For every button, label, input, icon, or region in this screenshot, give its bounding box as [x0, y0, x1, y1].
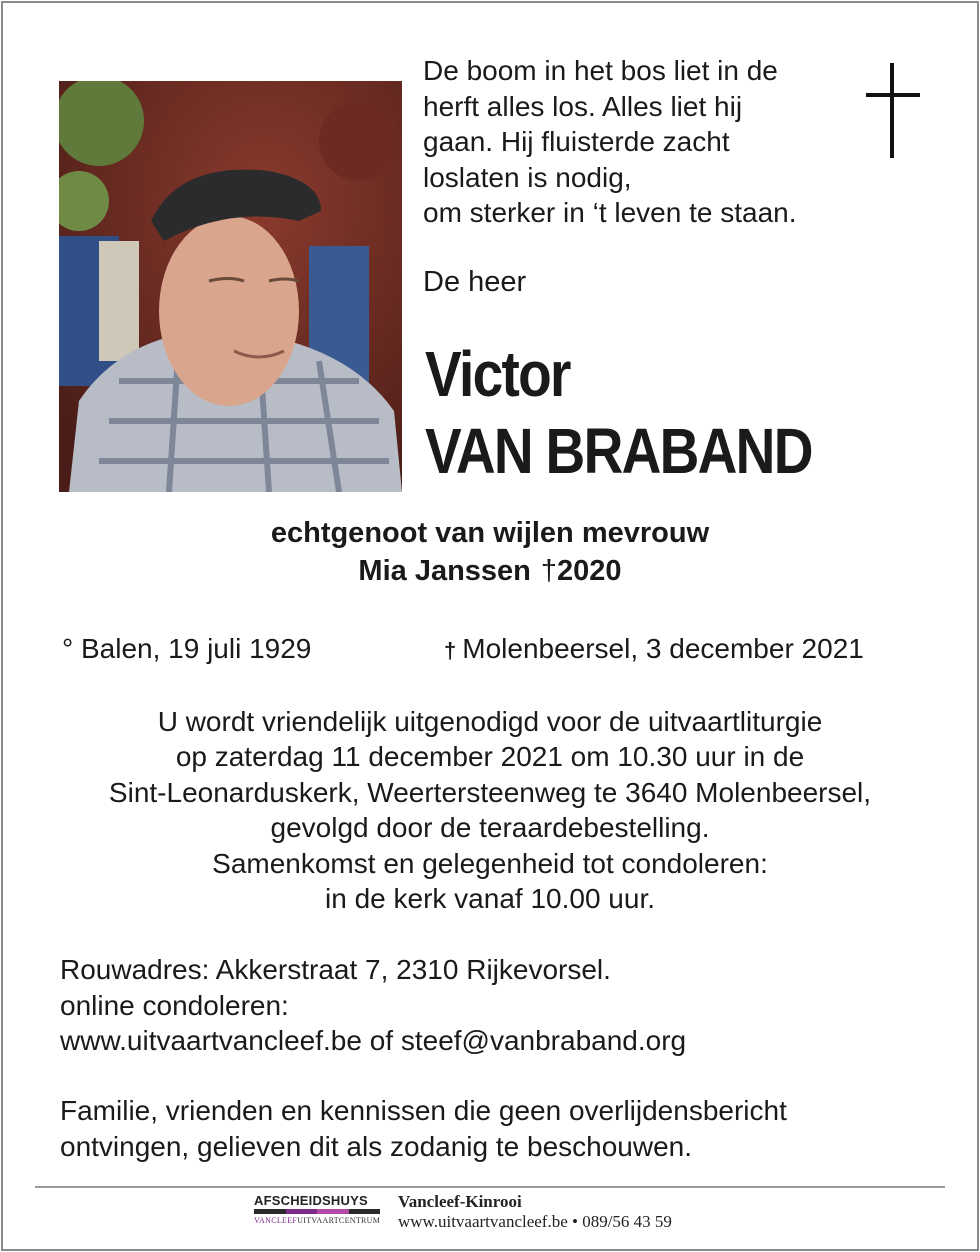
deceased-name [425, 336, 812, 490]
spouse-line: echtgenoot van wijlen mevrouw [270, 517, 710, 549]
last-name: VAN BRABAND [425, 415, 812, 487]
funeral-home-info [398, 1192, 672, 1232]
logo-subtitle [254, 1216, 380, 1225]
mourning-address [60, 952, 686, 1059]
portrait-photo [59, 81, 402, 492]
logo-bar-segment [317, 1209, 349, 1214]
poem-line: loslaten is nodig, [423, 161, 632, 193]
birth-info: ° Balen, 19 juli 1929 [62, 633, 312, 664]
family-line: ontvingen, gelieven dit als zodanig te beschouwen. [60, 1130, 692, 1162]
funeral-home-contact[interactable]: www.uitvaartvancleef.be • 089/56 43 59 [398, 1212, 672, 1231]
invitation [0, 704, 980, 916]
invitation-line: Sint-Leonarduskerk, Weertersteenweg te 3640 Molenbeersel, [108, 776, 872, 808]
logo-sub-left: VANCLEEF [254, 1216, 298, 1225]
logo-sub-right: UITVAARTCENTRUM [297, 1216, 381, 1225]
funeral-home-name: Vancleef-Kinrooi [398, 1192, 522, 1211]
family-note [60, 1093, 787, 1164]
invitation-line: U wordt vriendelijk uitgenodigd voor de uitvaartliturgie [157, 706, 823, 737]
poem-line: herft alles los. Alles liet hij [423, 90, 743, 122]
logo-bar-segment [286, 1209, 318, 1214]
address-line: online condoleren: [60, 989, 289, 1021]
death-info [444, 633, 864, 665]
dagger-icon: † [540, 555, 558, 587]
logo-bar-segment [349, 1209, 381, 1214]
invitation-line: op zaterdag 11 december 2021 om 10.30 uur in de [175, 741, 805, 773]
logo-color-bar [254, 1209, 380, 1214]
title-prefix: De heer [423, 266, 527, 298]
spouse-name: Mia Janssen [358, 555, 531, 587]
death-text: Molenbeersel, 3 december 2021 [462, 633, 864, 664]
funeral-home-logo [254, 1193, 380, 1225]
condolence-links[interactable]: www.uitvaartvancleef.be of steef@vanbraband.org [60, 1025, 687, 1056]
footer-divider [35, 1186, 945, 1188]
logo-title: AFSCHEIDSHUYS [254, 1193, 368, 1208]
logo-bar-segment [254, 1209, 286, 1214]
poem-line: De boom in het bos liet in de [423, 55, 778, 86]
dagger-icon: † [444, 638, 457, 663]
invitation-line: Samenkomst en gelegenheid tot condoleren: [212, 847, 768, 879]
first-name: Victor [425, 338, 570, 410]
poem-line: om sterker in ‘t leven te staan. [423, 197, 797, 228]
poem [423, 53, 863, 231]
cross-icon-bar [866, 93, 920, 97]
cross-icon [890, 63, 894, 158]
spouse-info [0, 514, 980, 590]
address-line: Rouwadres: Akkerstraat 7, 2310 Rijkevorsel. [60, 954, 611, 985]
invitation-line: gevolgd door de teraardebestelling. [270, 812, 710, 844]
family-line: Familie, vrienden en kennissen die geen overlijdensbericht [60, 1095, 787, 1126]
spouse-year: 2020 [557, 555, 622, 587]
poem-line: gaan. Hij fluisterde zacht [423, 126, 730, 157]
invitation-line: in de kerk vanaf 10.00 uur. [325, 883, 655, 915]
